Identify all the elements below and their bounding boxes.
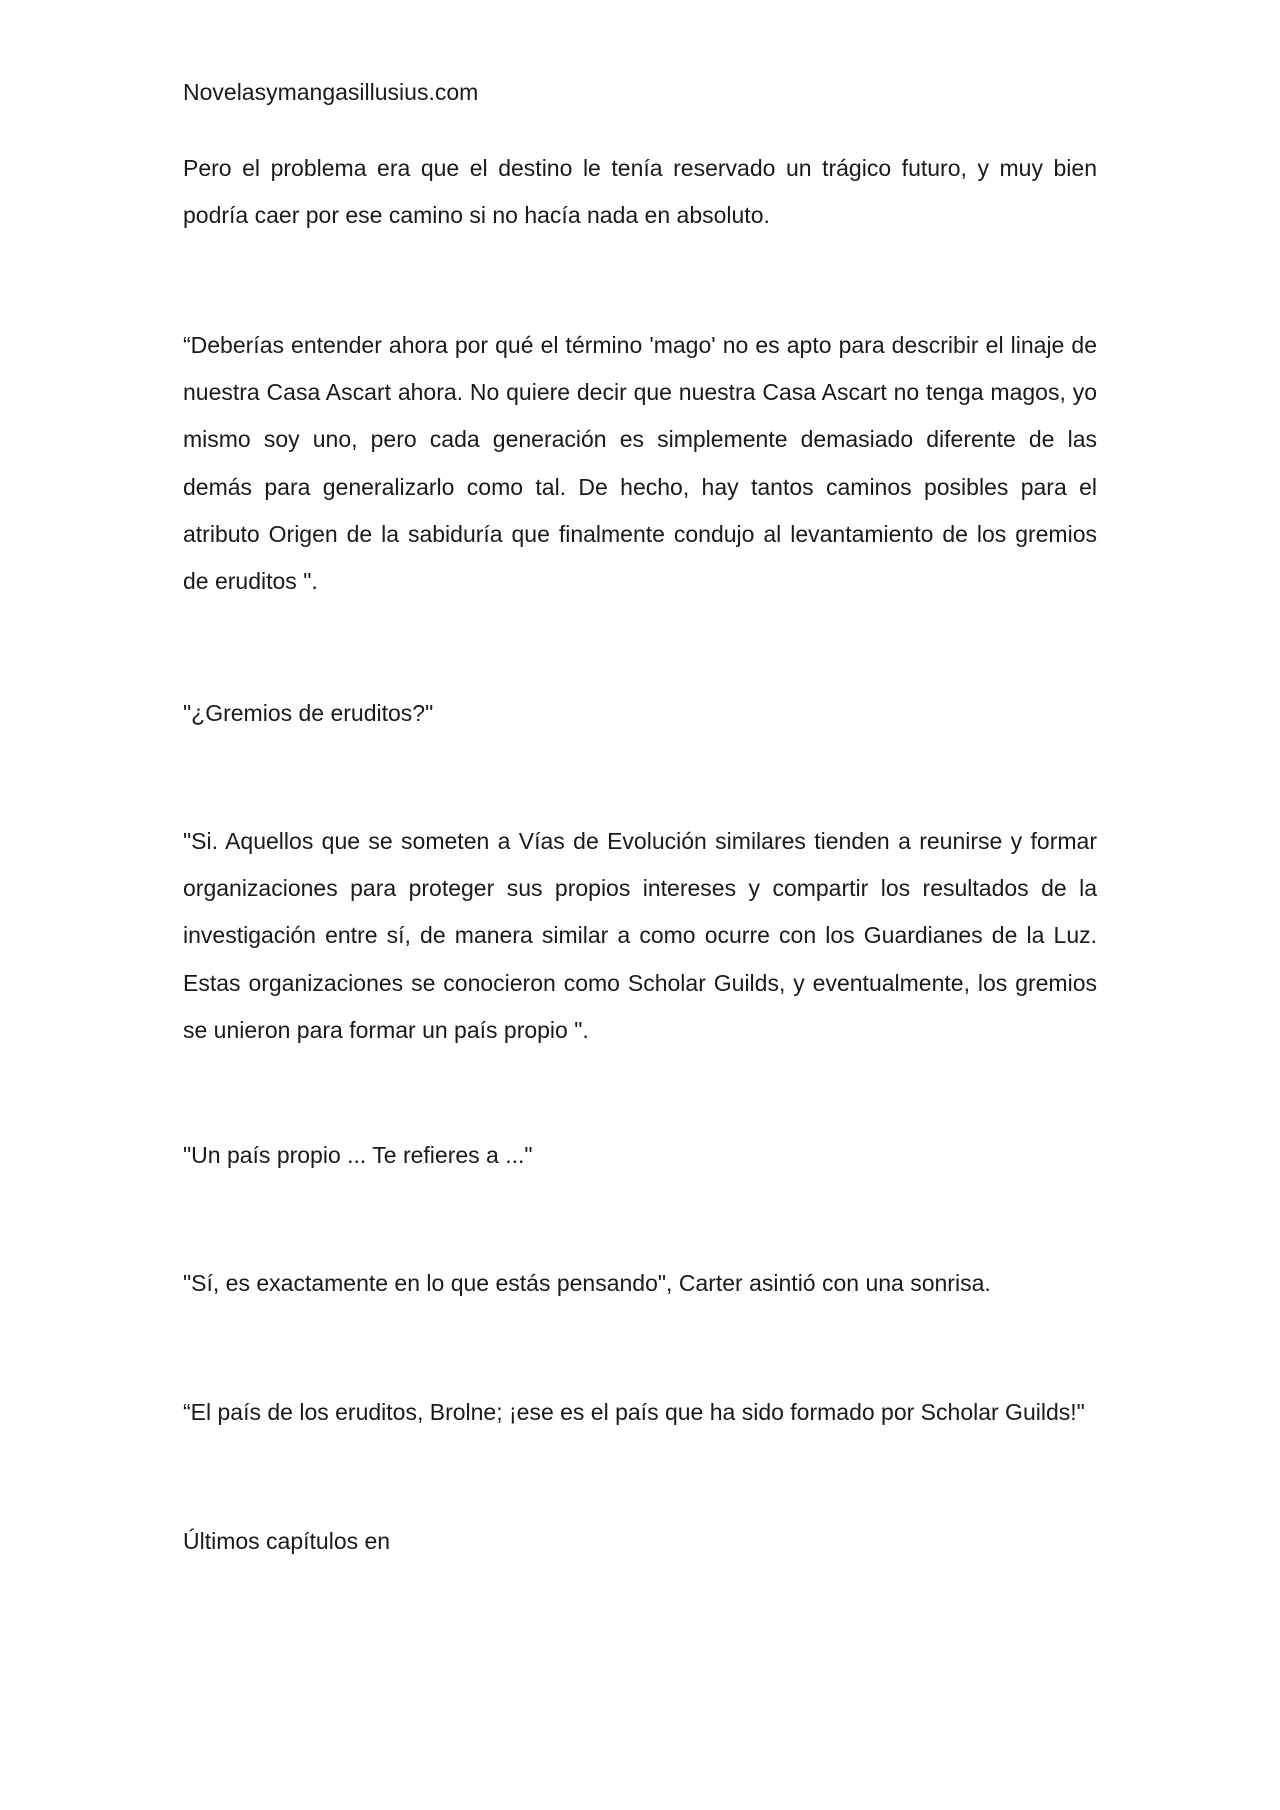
paragraph-destiny: Pero el problema era que el destino le tenía reservado un trágico futuro, y muy bien podría caer por ese camino si no hacía nada en absoluto.	[183, 155, 1097, 229]
paragraph-own-country: "Un país propio ... Te refieres a ..."	[183, 1142, 533, 1168]
paragraph-brolne: “El país de los eruditos, Brolne; ¡ese es el país que ha sido formado por Scholar Guilds!"	[183, 1399, 1085, 1425]
document-page	[183, 0, 1097, 1810]
paragraph-carter-nods: "Sí, es exactamente en lo que estás pensando", Carter asintió con una sonrisa.	[183, 1270, 991, 1296]
site-header: Novelasymangasillusius.com	[183, 79, 479, 105]
paragraph-scholar-guilds-question: "¿Gremios de eruditos?"	[183, 700, 434, 726]
paragraph-scholar-guilds-explanation: "Si. Aquellos que se someten a Vías de Evolución similares tienden a reunirse y formar organizaciones para proteger sus propios intereses y compartir los resultados de la investigación entre sí, de manera similar a como ocurre con los Guardianes de la Luz. Estas organizaciones se conocieron como Scholar Guilds, y eventualmente, los gremios se unieron para formar un país propio ".	[183, 828, 1097, 1043]
paragraph-latest-chapters: Últimos capítulos en	[183, 1528, 391, 1554]
paragraph-mage-lineage: “Deberías entender ahora por qué el término 'mago' no es apto para describir el linaje de nuestra Casa Ascart ahora. No quiere decir que nuestra Casa Ascart no tenga magos, yo mismo soy uno, pero cada generación es simplemente demasiado diferente de las demás para generalizarlo como tal. De hecho, hay tantos caminos posibles para el atributo Origen de la sabiduría que finalmente condujo al levantamiento de los gremios de eruditos ".	[183, 332, 1097, 595]
